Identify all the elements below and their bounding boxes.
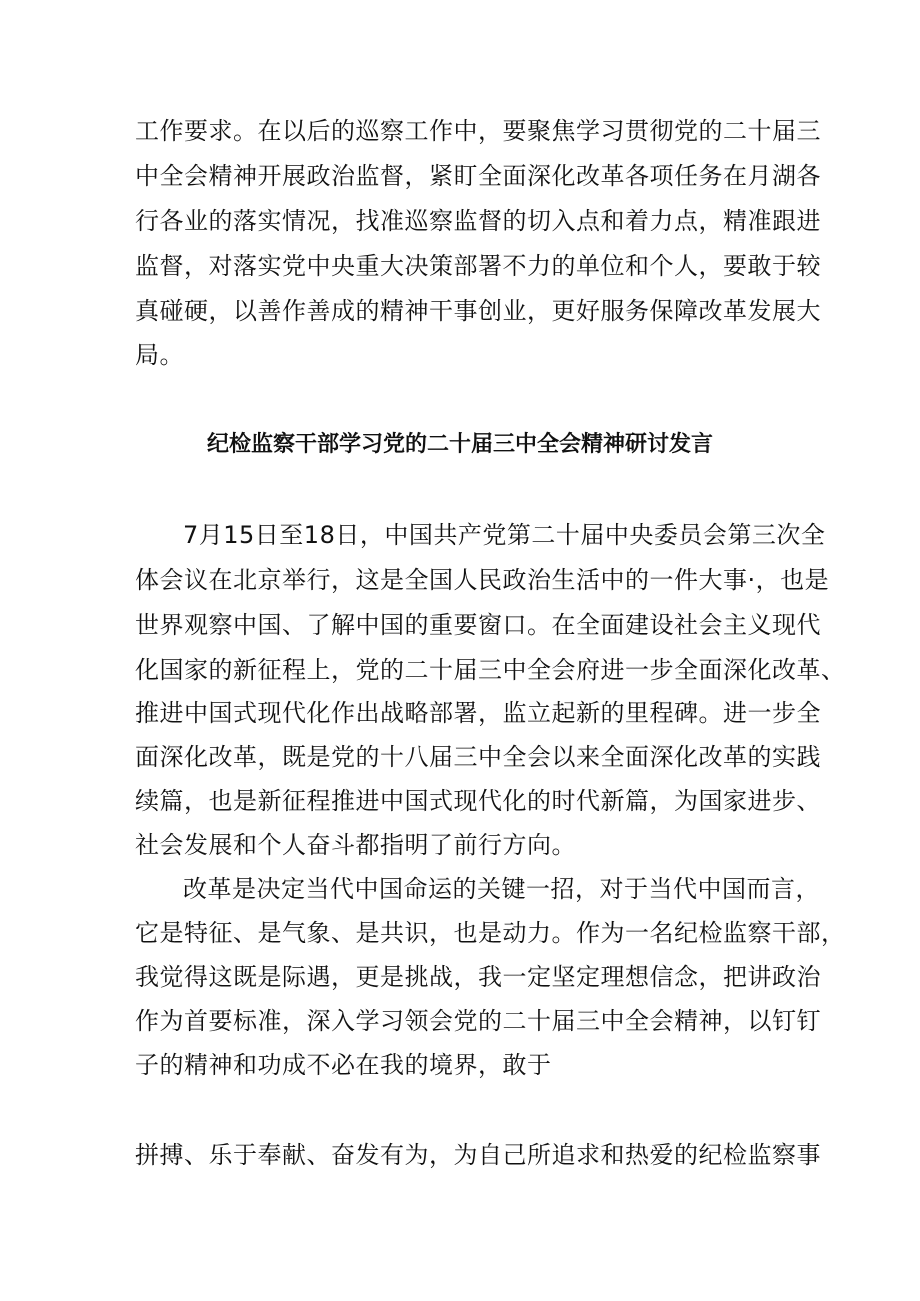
text-line: 作为首要标准，深入学习领会党的二十届三中全会精神，以钉钉 (135, 1007, 821, 1035)
text-line: 拼搏、乐于奉献、奋发有为，为自己所追求和热爱的纪检监察事 (135, 1141, 821, 1169)
text-line: 局。 (135, 341, 184, 369)
text-line: 工作要求。在以后的巡察工作中，要聚焦学习贯彻党的二十届三 (135, 117, 821, 145)
text-line: 社会发展和个人奋斗都指明了前行方向。 (135, 831, 576, 859)
text-line: 世界观察中国、了解中国的重要窗口。在全面建设社会主义现代 (135, 611, 821, 639)
text-line: 化国家的新征程上，党的二十届三中全会府进一步全面深化改革、 (135, 656, 846, 684)
text-line: 推进中国式现代化作出战略部署，监立起新的里程碑。进一步全 (135, 699, 821, 727)
text-line: 行各业的落实情况，找准巡察监督的切入点和着力点，精准跟进 (135, 207, 821, 235)
text-line: 它是特征、是气象、是共识，也是动力。作为一名纪检监察干部， (135, 919, 846, 947)
text-line: 真碰硬，以善作善成的精神干事创业，更好服务保障改革发展大 (135, 297, 821, 325)
text-line: 中全会精神开展政治监督，紧盯全面深化改革各项任务在月湖各 (135, 162, 821, 190)
text-line: 体会议在北京举行，这是全国人民政治生活中的一件大事·，也是 (135, 566, 830, 594)
text-line: 我觉得这既是际遇，更是挑战，我一定坚定理想信念，把讲政治 (135, 963, 821, 991)
text-line: 面深化改革，既是党的十八届三中全会以来全面深化改革的实践 (135, 743, 821, 771)
text-line: 续篇，也是新征程推进中国式现代化的时代新篇，为国家进步、 (135, 787, 821, 815)
text-line: 7月15日至18日，中国共产党第二十届中央委员会第三次全 (183, 521, 826, 549)
section-title: 纪检监察干部学习党的二十届三中全会精神研讨发言 (206, 432, 713, 457)
text-line: 监督，对落实党中央重大决策部署不力的单位和个人，要敢于较 (135, 252, 821, 280)
text-line: 改革是决定当代中国命运的关键一招，对于当代中国而言， (183, 875, 820, 903)
text-line: 子的精神和功成不必在我的境界，敢于 (135, 1051, 552, 1079)
